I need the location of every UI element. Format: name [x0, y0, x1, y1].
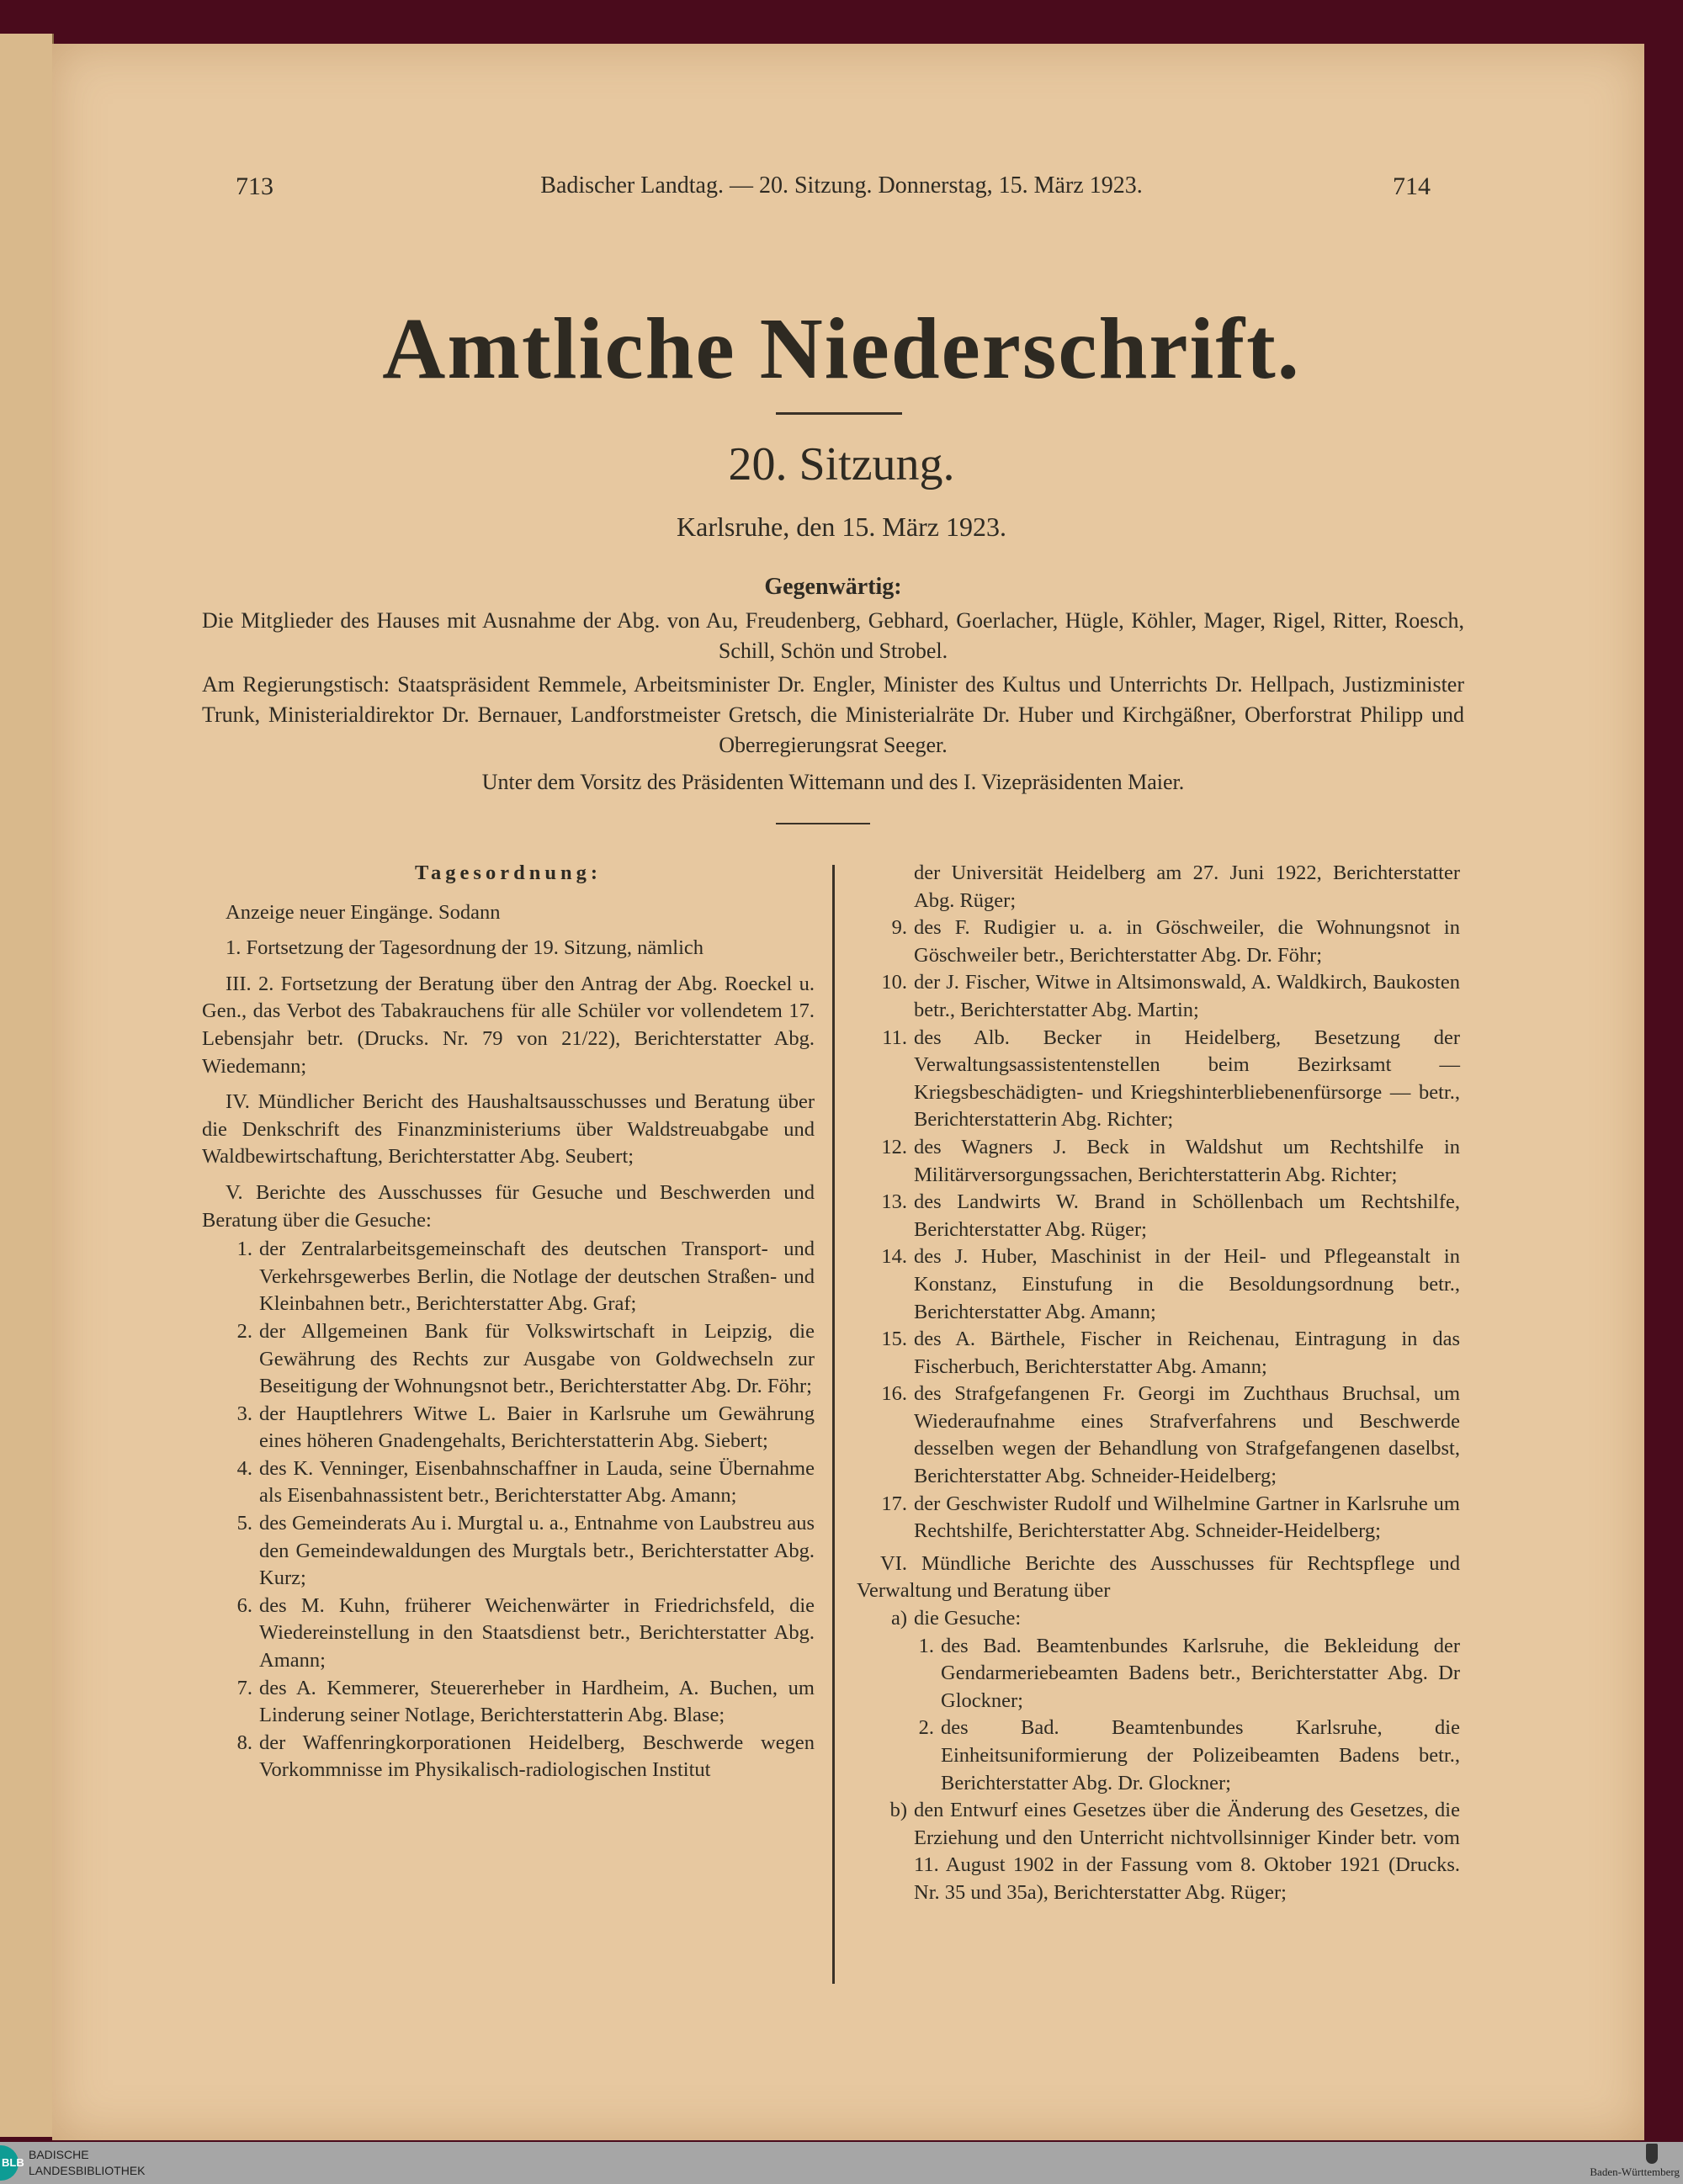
item-number: 5.	[236, 1512, 252, 1535]
petition-list-right	[857, 914, 1460, 1545]
item-text: den Entwurf eines Gesetzes über die Änderung des Gesetzes, die Erziehung und den Unterricht nichtvollsinniger Kinder betr. vom 11. August 1902 in der Fassung vom 8. Oktober 1921 (Drucks. Nr. 35 und 35a), Berichterstatter Abg. Rüger;	[914, 1799, 1460, 1904]
attendance-chair: Unter dem Vorsitz des Präsidenten Wittemann und des I. Vizepräsidenten Maier.	[481, 770, 1185, 794]
item-text: des Strafgefangenen Fr. Georgi im Zuchthaus Bruchsal, um Wiederaufnahme eines Strafverfahrens und Beschwerde desselben wegen der Behandlung von Strafgefangenen daselbst, Berichterstatter Abg. Schneider-Heidelberg;	[914, 1382, 1460, 1488]
item-number: b)	[889, 1799, 907, 1822]
footer-bar	[0, 2142, 1683, 2184]
item-text: des Alb. Becker in Heidelberg, Besetzung der Verwaltungsassistentenstellen beim Bezirksamt — Kriegsbeschädigten- und Kriegshinterbliebenenfürsorge — betr., Berichterstatterin Abg. Richter;	[914, 1026, 1460, 1132]
item-text: des J. Huber, Maschinist in der Heil- und Pflegeanstalt in Konstanz, Einstufung in die Besoldungsordnung betr., Berichterstatter Abg. Amann;	[914, 1245, 1460, 1323]
item-number: 7.	[236, 1676, 252, 1699]
item-text: der Zentralarbeitsgemeinschaft des deutschen Transport- und Verkehrsgewerbes Berlin, die Notlage der deutschen Straßen- und Kleinbahnen betr., Berichterstatter Abg. Graf;	[259, 1238, 815, 1316]
agenda-item-vi: VI. Mündliche Berichte des Ausschusses für Rechtspflege und Verwaltung und Beratung über	[857, 1551, 1460, 1603]
right-column	[857, 860, 1460, 1907]
agenda-item-v: V. Berichte des Ausschusses für Gesuche und Beschwerden und Beratung über die Gesuche:	[202, 1180, 815, 1232]
item-number: 6.	[236, 1593, 252, 1617]
petition-item	[202, 1401, 815, 1455]
item-text: des Bad. Beamtenbundes Karlsruhe, die Bekleidung der Gendarmeriebeamten Badens betr., Berichterstatter Abg. Dr Glockner;	[941, 1634, 1460, 1712]
column-divider	[832, 865, 835, 1984]
item-number: 3.	[236, 1402, 252, 1425]
item-text: des A. Bärthele, Fischer in Reichenau, Eintragung in das Fischerbuch, Berichterstatter Abg. Amann;	[914, 1328, 1460, 1378]
petition-item	[857, 1189, 1460, 1243]
petition-item	[857, 1633, 1460, 1715]
item-number: 12.	[881, 1135, 907, 1158]
item-number: 4.	[236, 1456, 252, 1480]
item-text: der Geschwister Rudolf und Wilhelmine Gartner in Karlsruhe um Rechtshilfe, Berichterstatter Abg. Schneider-Heidelberg;	[914, 1492, 1460, 1543]
item-text: des Gemeinderats Au i. Murgtal u. a., Entnahme von Laubstreu aus den Gemeindewaldungen des Murgtals betr., Berichterstatter Abg. Kurz;	[259, 1512, 815, 1590]
petition-item	[202, 1455, 815, 1510]
item-text: des Bad. Beamtenbundes Karlsruhe, die Einheitsuniformierung der Polizeibeamten Badens betr., Berichterstatter Abg. Dr. Glockner;	[941, 1716, 1460, 1794]
item-number: 2.	[918, 1716, 934, 1740]
document-title: Amtliche Niederschrift.	[382, 300, 1301, 397]
petition-item	[857, 1025, 1460, 1134]
petition-item	[202, 1675, 815, 1730]
petition-item	[857, 1326, 1460, 1381]
library-name-line2: LANDESBIBLIOTHEK	[29, 2164, 146, 2177]
petition-item	[857, 969, 1460, 1024]
petition-item	[857, 1134, 1460, 1189]
petition-item	[202, 1510, 815, 1593]
library-name-line1: BADISCHE	[29, 2148, 89, 2161]
item-number: 17.	[881, 1492, 907, 1515]
petition-item	[857, 1491, 1460, 1545]
coat-of-arms-icon	[1646, 2144, 1658, 2164]
item-number: 11.	[882, 1026, 907, 1049]
petition-list-left	[202, 1236, 815, 1784]
left-column	[202, 860, 815, 1784]
petition-item	[857, 1243, 1460, 1326]
petition-8-continued: der Universität Heidelberg am 27. Juni 1922, Berichterstatter Abg. Rüger;	[914, 861, 1460, 912]
agenda-intro: Anzeige neuer Eingänge. Sodann	[226, 900, 501, 924]
page-number-right: 714	[1393, 172, 1431, 200]
item-text: der Allgemeinen Bank für Volkswirtschaft in Leipzig, die Gewährung des Rechts zur Ausgabe von Goldwechseln zur Beseitigung der Wohnungsnot betr., Berichterstatter Abg. Dr. Föhr;	[259, 1319, 815, 1398]
item-number: 8.	[236, 1731, 252, 1754]
petition-list-vi-a	[857, 1633, 1460, 1798]
petition-item	[202, 1318, 815, 1401]
item-number: 13.	[881, 1190, 907, 1214]
page-number-left: 713	[236, 172, 273, 200]
petition-item	[857, 914, 1460, 969]
item-number: 10.	[881, 971, 907, 994]
running-header: Badischer Landtag. — 20. Sitzung. Donnerstag, 15. März 1923.	[540, 172, 1143, 199]
petition-item	[202, 1730, 815, 1784]
item-text: des Wagners J. Beck in Waldshut um Rechtshilfe in Militärversorgungssachen, Berichterstatterin Abg. Richter;	[914, 1135, 1460, 1186]
agenda-item-vi-b	[857, 1797, 1460, 1906]
item-text: des K. Venninger, Eisenbahnschaffner in Lauda, seine Übernahme als Eisenbahnassistent betr., Berichterstatter Abg. Amann;	[259, 1456, 815, 1508]
library-name	[29, 2147, 146, 2179]
agenda-item-1: 1. Fortsetzung der Tagesordnung der 19. Sitzung, nämlich	[226, 936, 704, 960]
item-number: 1.	[236, 1238, 252, 1261]
state-name: Baden-Württemberg	[1590, 2165, 1680, 2178]
title-rule	[776, 412, 902, 415]
item-number: a)	[890, 1607, 907, 1630]
petition-item	[202, 1593, 815, 1675]
petition-item	[202, 1236, 815, 1318]
attendance-section	[202, 572, 1464, 801]
attendance-government: Am Regierungstisch: Staatspräsident Remmele, Arbeitsminister Dr. Engler, Minister des Kultus und Unterrichts Dr. Hellpach, Justizminister Trunk, Ministerialdirektor Dr. Bernauer, Landforstmeister Gretsch, die Ministerialräte Dr. Huber und Kirchgäßner, Oberforstrat Philipp und Oberregierungsrat Seeger.	[202, 672, 1464, 757]
item-text: des F. Rudigier u. a. in Göschweiler, die Wohnungsnot in Göschweiler betr., Berichterstatter Abg. Dr. Föhr;	[914, 916, 1460, 967]
place-date: Karlsruhe, den 15. März 1923.	[677, 512, 1006, 542]
item-number: 14.	[881, 1245, 907, 1269]
section-rule	[776, 823, 870, 824]
agenda-heading: Tagesordnung:	[414, 861, 603, 884]
petition-item	[857, 1381, 1460, 1490]
item-text: des M. Kuhn, früherer Weichenwärter in Friedrichsfeld, die Wiedereinstellung in den Staatsdienst betr., Berichterstatter Abg. Amann;	[259, 1593, 815, 1672]
item-text: des A. Kemmerer, Steuererheber in Hardheim, A. Buchen, um Linderung seiner Notlage, Berichterstatterin Abg. Blase;	[259, 1676, 815, 1727]
agenda-item-iv: IV. Mündlicher Bericht des Haushaltsausschusses und Beratung über die Denkschrift des Finanzministeriums über Waldstreuabgabe und Waldbewirtschaftung, Berichterstatter Abg. Seubert;	[202, 1090, 815, 1169]
item-number: 1.	[918, 1634, 934, 1657]
blb-logo: BLB	[0, 2145, 19, 2181]
session-title: 20. Sitzung.	[728, 438, 955, 490]
item-text: des Landwirts W. Brand in Schöllenbach um Rechtshilfe, Berichterstatter Abg. Rüger;	[914, 1190, 1460, 1241]
item-text: der Hauptlehrers Witwe L. Baier in Karlsruhe um Gewährung eines höheren Gnadengehalts, Berichterstatterin Abg. Siebert;	[259, 1402, 815, 1453]
attendance-members: Die Mitglieder des Hauses mit Ausnahme der Abg. von Au, Freudenberg, Gebhard, Goerlacher, Hügle, Köhler, Mager, Rigel, Ritter, Roesch, Schill, Schön und Strobel.	[202, 608, 1464, 663]
item-number: 2.	[236, 1319, 252, 1343]
agenda-item-vi-a	[857, 1605, 1460, 1633]
item-text: die Gesuche:	[914, 1607, 1022, 1630]
item-number: 15.	[881, 1328, 907, 1351]
item-number: 16.	[881, 1382, 907, 1406]
agenda-item-iii: III. 2. Fortsetzung der Beratung über den Antrag der Abg. Roeckel u. Gen., das Verbot des Tabakrauchens für alle Schüler vor vollendetem 17. Lebensjahr betr. (Drucks. Nr. 79 von 21/22), Berichterstatter Abg. Wiedemann;	[202, 972, 815, 1078]
petition-item	[857, 1715, 1460, 1797]
item-text: der Waffenringkorporationen Heidelberg, Beschwerde wegen Vorkommnisse im Physikalisch-radiologischen Institut	[259, 1731, 815, 1782]
item-text: der J. Fischer, Witwe in Altsimonswald, A. Waldkirch, Baukosten betr., Berichterstatter Abg. Martin;	[914, 971, 1460, 1021]
attendance-heading: Gegenwärtig:	[764, 574, 902, 600]
item-number: 9.	[891, 916, 907, 940]
